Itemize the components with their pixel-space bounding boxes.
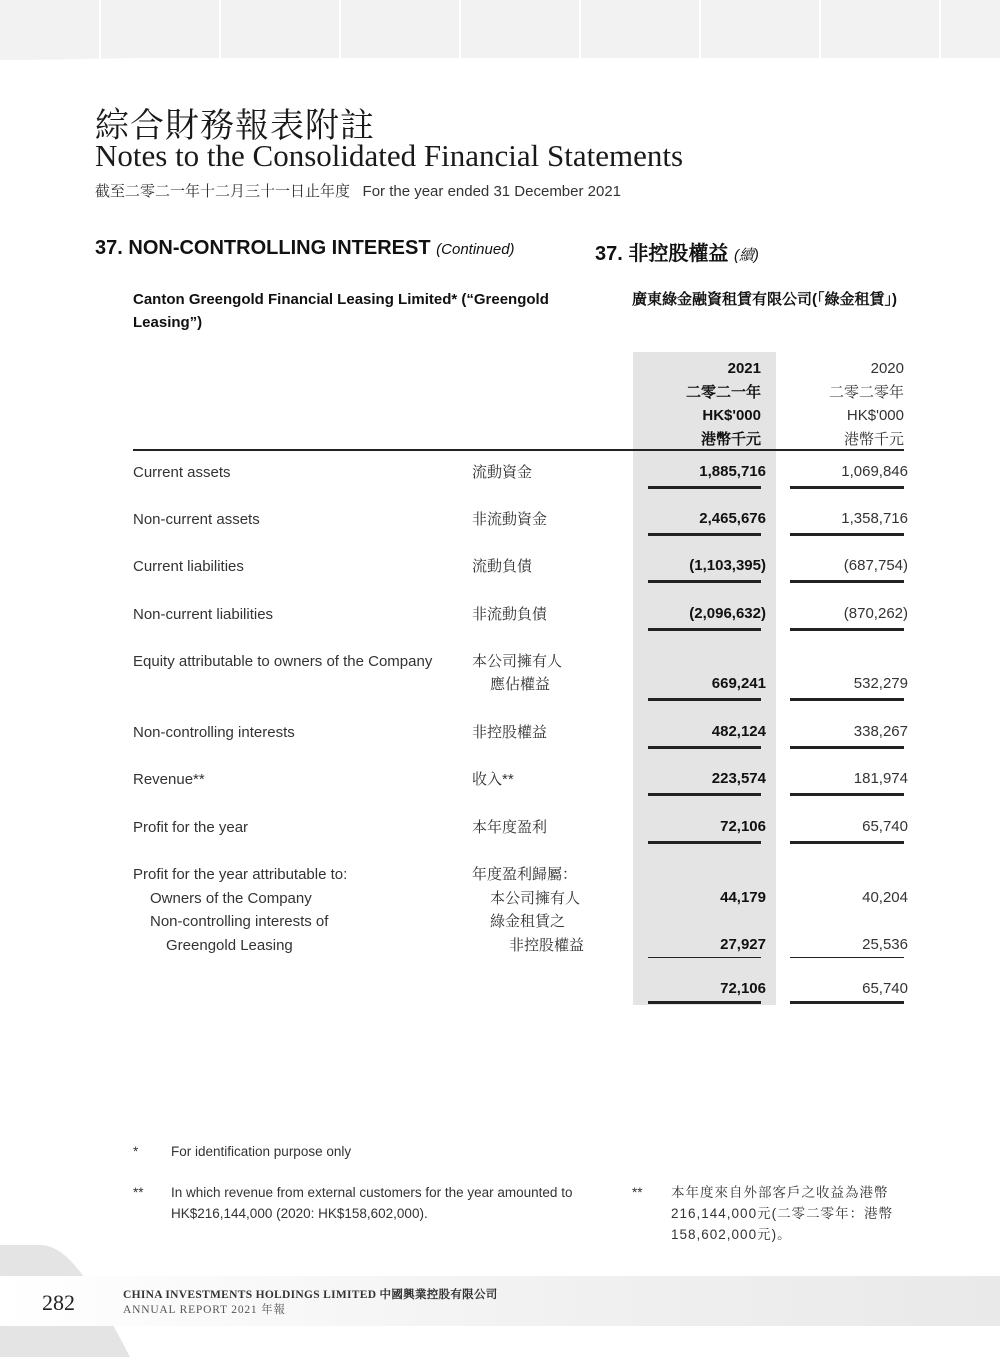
- nci-value-2021: 27,927: [720, 936, 766, 953]
- row-label-en: Non-current assets: [133, 511, 260, 528]
- footer-report-cn: 年報: [261, 1304, 286, 1316]
- column-unit-cn: 港幣千元: [700, 430, 761, 448]
- footer-company-cn: 中國興業控股有限公司: [379, 1289, 498, 1301]
- nci-label-en-continued: Greengold Leasing: [166, 936, 293, 954]
- nci-label-en: Non-controlling interests of: [150, 913, 329, 930]
- owners-label-en: Owners of the Company: [150, 889, 312, 907]
- company-name-cn: 廣東綠金融資租賃有限公司(「綠金租賃」): [632, 291, 897, 308]
- value-2021: 1,885,716: [699, 463, 766, 480]
- column-year-cn: 二零二一年: [685, 383, 761, 401]
- nci-label-cn-continued: 非控股權益: [509, 936, 585, 954]
- section-continued-en: (Continued): [436, 241, 515, 258]
- value-2020: 1,069,846: [841, 463, 908, 480]
- column-header-2021: [633, 357, 761, 451]
- section-continued-cn: (續): [733, 247, 759, 264]
- underline-2020: [790, 793, 904, 796]
- underline-2020: [790, 533, 904, 536]
- page-subtitle: [95, 180, 621, 201]
- row-label-cn-continued: 應佔權益: [490, 676, 551, 693]
- value-2021: 2,465,676: [699, 510, 766, 527]
- row-label-en: Equity attributable to owners of the Company: [133, 653, 433, 670]
- value-2020: 1,358,716: [841, 510, 908, 527]
- column-header-2020: [780, 357, 904, 451]
- nci-value-2020: 25,536: [862, 936, 908, 953]
- footer-company: [123, 1286, 498, 1302]
- underline-2020: [790, 628, 904, 631]
- subtotal-rule-2020: [790, 957, 904, 958]
- footnote-revenue-en: In which revenue from external customers for the year amounted to HK$216,144,000 (2020: HK$158,602,000).: [171, 1185, 573, 1221]
- row-label-cn: 本公司擁有人: [472, 653, 563, 670]
- row-label-cn: 收入**: [472, 771, 514, 788]
- subtitle-cn: 截至二零二一年十二月三十一日止年度: [95, 183, 351, 200]
- footer-report-en: ANNUAL REPORT 2021: [123, 1304, 258, 1316]
- underline-2021: [648, 486, 761, 489]
- footnote-mark: **: [632, 1185, 643, 1200]
- underline-2021: [648, 580, 761, 583]
- attribution-label-en: Profit for the year attributable to:: [133, 866, 348, 883]
- row-label-en: Current assets: [133, 464, 231, 481]
- row-label-en: Revenue**: [133, 771, 205, 788]
- owners-label-cn: 本公司擁有人: [490, 889, 581, 907]
- underline-2021: [648, 628, 761, 631]
- value-2021: 482,124: [711, 723, 766, 740]
- column-year: 2021: [727, 360, 761, 377]
- underline-2020: [790, 698, 904, 701]
- value-2020: 532,279: [853, 675, 908, 692]
- section-heading-cn: [595, 237, 759, 266]
- value-2020: 181,974: [853, 770, 908, 787]
- row-label-cn: 非流動負債: [472, 606, 548, 623]
- value-2020: 338,267: [853, 723, 908, 740]
- value-2021: 223,574: [711, 770, 766, 787]
- column-unit: HK$'000: [702, 407, 761, 424]
- owners-value-2021: 44,179: [720, 889, 766, 906]
- column-unit: HK$'000: [846, 407, 904, 424]
- value-2020: (687,754): [843, 557, 908, 574]
- row-label-cn: 非控股權益: [472, 724, 548, 741]
- section-title-cn: 非控股權益: [628, 243, 729, 265]
- row-label-cn: 流動資金: [472, 464, 533, 481]
- footer-company-en: CHINA INVESTMENTS HOLDINGS LIMITED: [123, 1289, 377, 1301]
- total-value-2020: 65,740: [862, 980, 908, 997]
- value-2021: (2,096,632): [689, 605, 766, 622]
- section-number: 37.: [95, 237, 123, 259]
- attribution-label-cn: 年度盈利歸屬：: [472, 866, 578, 883]
- subtotal-rule-2021: [648, 957, 761, 958]
- row-label-en: Current liabilities: [133, 558, 244, 575]
- row-label-cn: 本年度盈利: [472, 819, 548, 836]
- nci-label-cn: 綠金租賃之: [490, 913, 566, 930]
- header-rule: [133, 449, 904, 451]
- footer-report: [123, 1301, 286, 1317]
- underline-2020: [790, 841, 904, 844]
- total-underline-2021: [648, 1001, 761, 1004]
- value-2021: 669,241: [711, 675, 766, 692]
- subtitle-en: For the year ended 31 December 2021: [362, 183, 622, 200]
- total-value-2021: 72,106: [720, 980, 766, 997]
- row-label-cn: 流動負債: [472, 558, 533, 575]
- underline-2021: [648, 746, 761, 749]
- underline-2021: [648, 698, 761, 701]
- underline-2021: [648, 841, 761, 844]
- value-2020: (870,262): [843, 605, 908, 622]
- page-title-cn: 綜合財務報表附註: [95, 106, 375, 146]
- footnote-identification: For identification purpose only: [171, 1144, 352, 1159]
- section-title-en: NON-CONTROLLING INTEREST: [128, 237, 431, 259]
- underline-2020: [790, 746, 904, 749]
- value-2021: (1,103,395): [689, 557, 766, 574]
- footnote-mark: **: [133, 1185, 144, 1200]
- total-underline-2020: [790, 1001, 904, 1004]
- footnote-mark: *: [133, 1144, 139, 1159]
- underline-2020: [790, 580, 904, 583]
- row-label-en: Non-controlling interests: [133, 724, 295, 741]
- section-heading-en: [95, 237, 515, 260]
- page-title-en: Notes to the Consolidated Financial Statements: [95, 138, 684, 173]
- company-name-en: Canton Greengold Financial Leasing Limited* (“Greengold Leasing”): [133, 291, 549, 331]
- underline-2021: [648, 793, 761, 796]
- underline-2021: [648, 533, 761, 536]
- column-year: 2020: [870, 360, 904, 377]
- row-label-cn: 非流動資金: [472, 511, 548, 528]
- value-2021: 72,106: [720, 818, 766, 835]
- row-label-en: Non-current liabilities: [133, 606, 274, 623]
- page-number: 282: [42, 1290, 75, 1315]
- owners-value-2020: 40,204: [862, 889, 908, 906]
- section-number-cn: 37.: [595, 243, 623, 265]
- column-year-cn: 二零二零年: [828, 383, 904, 401]
- footnote-revenue-cn: 本年度來自外部客戶之收益為港幣216,144,000元(二零二零年：港幣158,602,000元)。: [671, 1185, 894, 1242]
- value-2020: 65,740: [862, 818, 908, 835]
- underline-2020: [790, 486, 904, 489]
- row-label-en: Profit for the year: [133, 819, 249, 836]
- column-unit-cn: 港幣千元: [843, 430, 904, 448]
